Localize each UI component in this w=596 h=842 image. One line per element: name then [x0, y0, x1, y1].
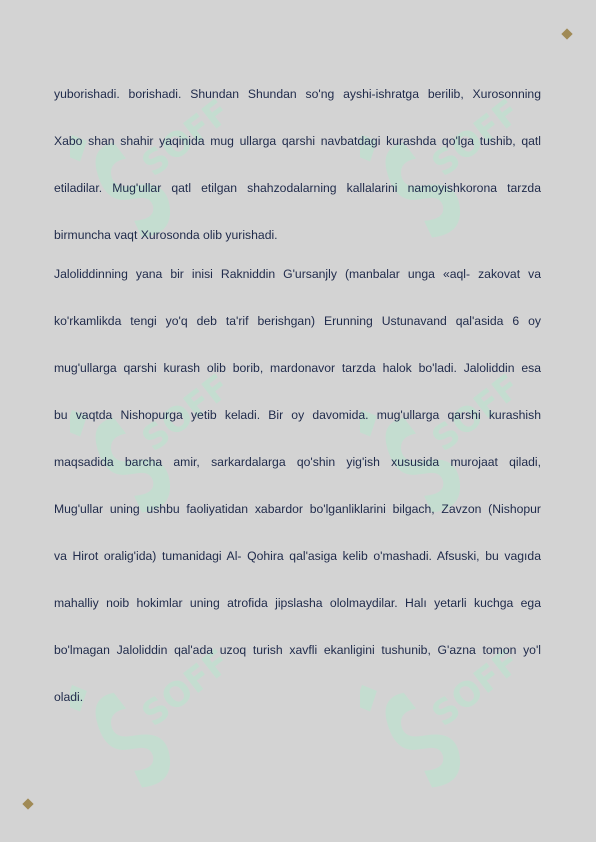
svg-text:SOFF: SOFF — [424, 91, 528, 185]
text-line: yuborishadi. borishadi. Shundan Shundan so'ng ayshi-ishratga berilib, Xurosonning — [54, 87, 541, 101]
text-line: va Hirot oralig'ida) tumanidagi Al- Qohira qal'asiga kelib o'mashadi. Afsuski, bu vagıda — [54, 549, 541, 563]
text-line: Mug'ullar uning ushbu faoliyatidan xabardor bo'lganliklarini bilgach, Zavzon (Nishopur — [54, 502, 541, 516]
corner-diamond-icon — [561, 28, 572, 39]
svg-text:SOFF: SOFF — [424, 641, 528, 735]
svg-text:SOFF: SOFF — [134, 366, 238, 460]
text-line: maqsadida barcha amir, sarkardalarga qo'shin yig'ish xususida murojaat qiladi, — [54, 455, 541, 469]
text-line: mug'ullarga qarshi kurash olib borib, mardonavor tarzda halok bo'ladi. Jaloliddin esa — [54, 361, 541, 375]
text-line: etiladilar. Mug'ullar qatl etilgan shahzodalarning kallalarini namoyishkorona tarzda — [54, 181, 541, 195]
text-line: mahalliy noib hokimlar uning atrofida jipslasha ololmaydilar. Halı yetarli kuchga ega — [54, 596, 541, 610]
paragraph — [54, 80, 541, 268]
corner-diamond-icon — [22, 798, 33, 809]
svg-text:SOFF: SOFF — [134, 91, 238, 185]
svg-text:SOFF: SOFF — [424, 366, 528, 460]
text-line: Jaloliddinning yana bir inisi Rakniddin G'ursanjly (manbalar unga «aql- zakovat va — [54, 267, 541, 281]
svg-text:SOFF: SOFF — [134, 641, 238, 735]
text-line: oladi. — [54, 690, 84, 704]
text-line: bu vaqtda Nishopurga yetib keladi. Bir oy davomida. mug'ullarga qarshi kurashish — [54, 408, 541, 422]
text-line: bo'lmagan Jaloliddin qal'ada uzoq turish xavfli ekanligini tushunib, G'azna tomon yo'l — [54, 643, 541, 657]
text-line: ko'rkamlikda tengi yo'q deb ta'rif berishgan) Erunning Ustunavand qal'asida 6 oy — [54, 314, 541, 328]
text-line: Xabo shan shahir yaqinida mug ullarga qarshi navbatdagi kurashda qo'lga tushib, qatl — [54, 134, 541, 148]
text-line: birmuncha vaqt Xurosonda olib yurishadi. — [54, 228, 278, 242]
document-body — [54, 80, 541, 730]
paragraph — [54, 260, 541, 730]
